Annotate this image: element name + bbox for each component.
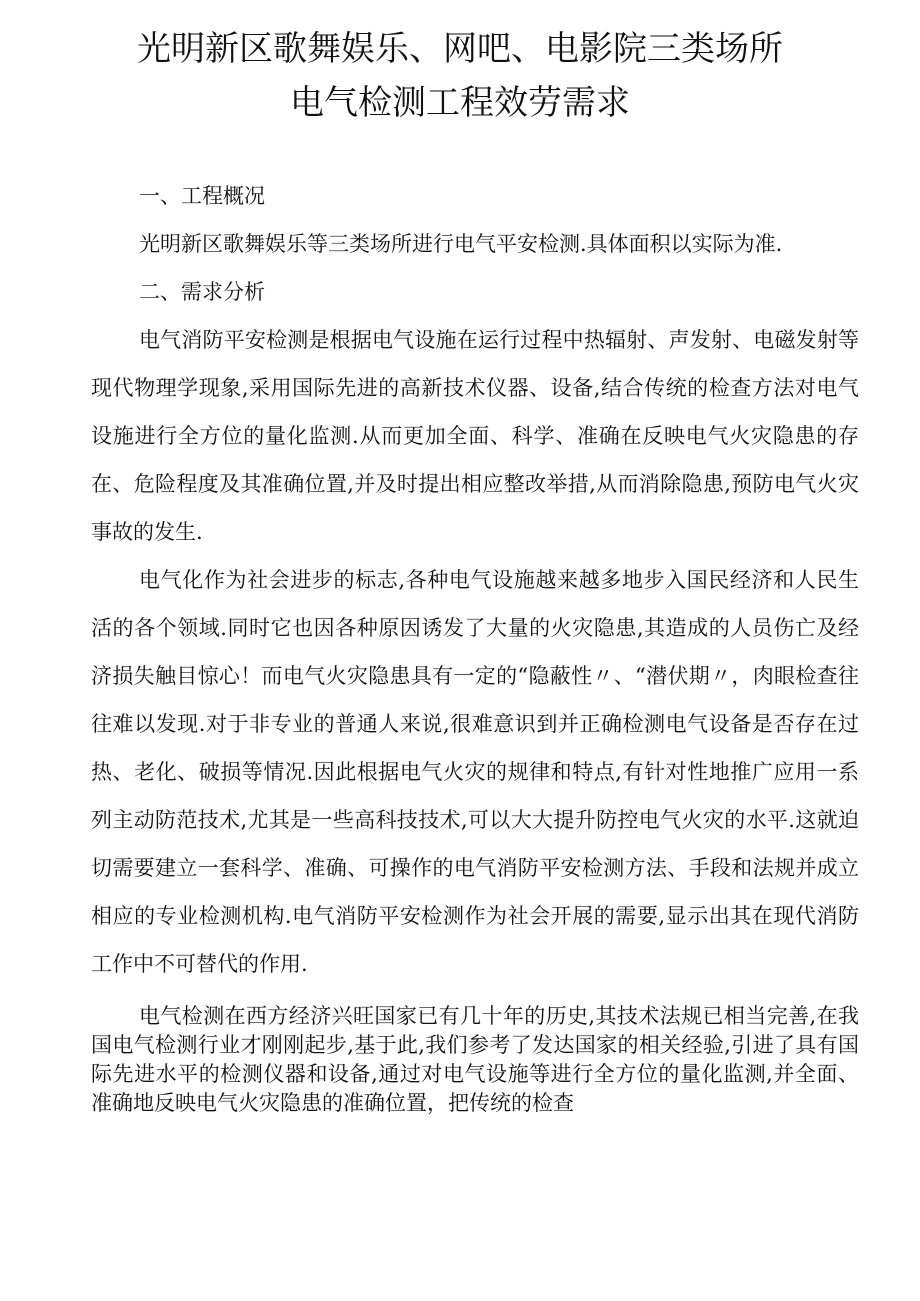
section-heading-analysis: 二、需求分析 [139, 280, 265, 304]
title-line-2: 电气检测工程效劳需求 [290, 83, 630, 123]
paragraph-analysis-3: 电气检测在西方经济兴旺国家已有几十年的历史,其技术法规已相当完善,在我国电气检测行业才刚刚起步,基于此,我们参考了发达国家的相关经验,引进了具有国际先进水平的检测仪器和设备,通过对电气设施等进行全方位的量化监测,并全面、准确地反映电气火灾隐患的准确位置，把传统的检查 [91, 1004, 859, 1115]
document-body [91, 172, 859, 1118]
document-title [0, 22, 920, 130]
title-line-1: 光明新区歌舞娱乐、网吧、电影院三类场所 [137, 29, 783, 69]
paragraph-overview: 光明新区歌舞娱乐等三类场所进行电气平安检测.具体面积以实际为准. [139, 232, 783, 256]
paragraph-analysis-2: 电气化作为社会进步的标志,各种电气设施越来越多地步入国民经济和人民生活的各个领域.同时它也因各种原因诱发了大量的火灾隐患,其造成的人员伤亡及经济损失触目惊心！而电气火灾隐患具有一定的“隐蔽性〃、“潜伏期〃，肉眼检查往往难以发现.对于非专业的普通人来说,很难意识到并正确检测电气设备是否存在过热、老化、破损等情况.因此根据电气火灾的规律和特点,有针对性地推广应用一系列主动防范技术,尤其是一些高科技技术,可以大大提升防控电气火灾的水平.这就迫切需要建立一套科学、准确、可操作的电气消防平安检测方法、手段和法规并成立相应的专业检测机构.电气消防平安检测作为社会开展的需要,显示出其在现代消防工作中不可替代的作用. [91, 568, 859, 976]
section-heading-overview: 一、工程概况 [139, 184, 265, 208]
paragraph-analysis-1: 电气消防平安检测是根据电气设施在运行过程中热辐射、声发射、电磁发射等现代物理学现象,采用国际先进的高新技术仪器、设备,结合传统的检查方法对电气设施进行全方位的量化监测.从而更加全面、科学、准确在反映电气火灾隐患的存在、危险程度及其准确位置,并及时提出相应整改举措,从而消除隐患,预防电气火灾事故的发生. [91, 328, 859, 544]
